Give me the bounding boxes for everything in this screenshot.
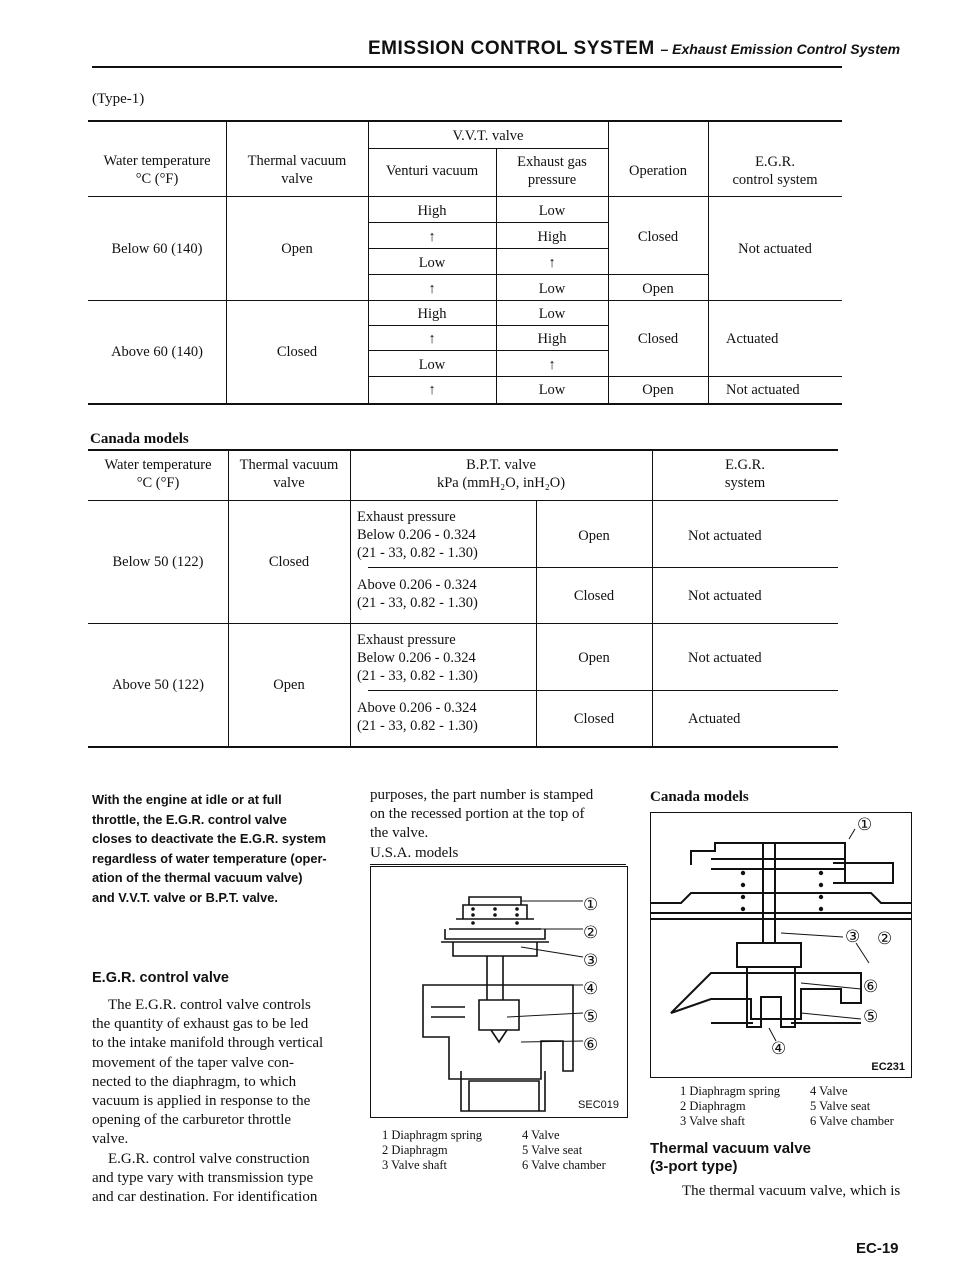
header-rule bbox=[92, 66, 842, 68]
t1-head-vvt: V.V.T. valve bbox=[452, 128, 524, 144]
canada-legend-left: 1 Diaphragm spring 2 Diaphragm 3 Valve shaft bbox=[680, 1084, 780, 1128]
canada-valve-drawing bbox=[651, 813, 911, 1077]
header-subtitle: – Exhaust Emission Control System bbox=[660, 41, 901, 57]
col1-bold-note: With the engine at idle or at full throttle, the E.G.R. control valve closes to deactivate the E.G.R. system regardless of water temperature (oper- ation of the thermal vacuum valve) and V.V.T. valve or B.P.T. valve. bbox=[92, 792, 327, 905]
usa-fig-code: SEC019 bbox=[578, 1099, 619, 1111]
ca-g1-r2-cond: Above 0.206 - 0.324 (21 - 33, 0.82 - 1.30) bbox=[357, 577, 478, 611]
t1-g2-temp: Above 60 (140) bbox=[111, 344, 203, 360]
page-header bbox=[368, 38, 900, 60]
canada-fig-code: EC231 bbox=[871, 1061, 905, 1073]
usa-legend-left: 1 Diaphragm spring 2 Diaphragm 3 Valve shaft bbox=[382, 1128, 482, 1172]
ca-head-thermal: Thermal vacuum valve bbox=[239, 457, 339, 491]
col1-paragraph: The E.G.R. control valve controls the quantity of exhaust gas to be led to the intake manifold through vertical movement of the taper valve con- nected to the diaphragm, to which vacuum is applied in response to the opening of the carburetor throttle valve. E.G.R. control valve construction and type vary with transmission type and car destination. For identification bbox=[92, 997, 324, 1206]
ca-head-egr: E.G.R. system bbox=[724, 457, 766, 491]
col2-text: purposes, the part number is stamped on the recessed portion at the top of the valve. bbox=[370, 787, 594, 842]
ca-head-bpt: B.P.T. valve kPa (mmH₂O, inH₂O) bbox=[436, 457, 566, 491]
canada-valve-figure: ① ② ③ ④ ⑤ ⑥ EC231 bbox=[650, 812, 912, 1078]
t1-head-operation: Operation bbox=[629, 163, 687, 179]
t1-head-thermal: Thermal vacuum valve bbox=[247, 153, 347, 187]
t1-g1-valve: Open bbox=[281, 241, 313, 257]
col3-canada-label: Canada models bbox=[650, 789, 749, 805]
ca-g2-r1-cond: Exhaust pressure Below 0.206 - 0.324 (21 - 33, 0.82 - 1.30) bbox=[357, 632, 478, 684]
col3-text: The thermal vacuum valve, which is bbox=[682, 1183, 901, 1199]
ca-head-water: Water temperature °C (°F) bbox=[104, 457, 212, 491]
canada-legend-right: 4 Valve 5 Valve seat 6 Valve chamber bbox=[810, 1084, 894, 1128]
usa-models-label: U.S.A. models bbox=[370, 845, 459, 861]
header-title: EMISSION CONTROL SYSTEM bbox=[368, 38, 655, 59]
type1-label: (Type-1) bbox=[92, 91, 145, 107]
t1-head-exhaust: Exhaust gas pressure bbox=[517, 154, 587, 188]
t1-head-water: Water temperature °C (°F) bbox=[103, 153, 211, 187]
t1-g1-temp: Below 60 (140) bbox=[111, 241, 203, 257]
page-number: EC-19 bbox=[856, 1240, 899, 1257]
ca-g2-r2-cond: Above 0.206 - 0.324 (21 - 33, 0.82 - 1.30) bbox=[357, 700, 478, 734]
t1-g2-valve: Closed bbox=[276, 344, 318, 360]
usa-callouts: ① ② ③ ④ ⑤ ⑥ bbox=[583, 895, 599, 1054]
t1-head-egr: E.G.R. control system bbox=[732, 154, 818, 188]
egr-control-valve-heading: E.G.R. control valve bbox=[92, 970, 229, 986]
usa-legend-right: 4 Valve 5 Valve seat 6 Valve chamber bbox=[522, 1128, 606, 1172]
usa-valve-figure bbox=[370, 866, 628, 1118]
thermal-vacuum-heading: Thermal vacuum valve (3-port type) bbox=[650, 1140, 811, 1175]
ca-g1-r1-cond: Exhaust pressure Below 0.206 - 0.324 (21 - 33, 0.82 - 1.30) bbox=[357, 509, 478, 561]
t1-head-venturi: Venturi vacuum bbox=[385, 163, 479, 179]
canada-label: Canada models bbox=[90, 431, 189, 447]
